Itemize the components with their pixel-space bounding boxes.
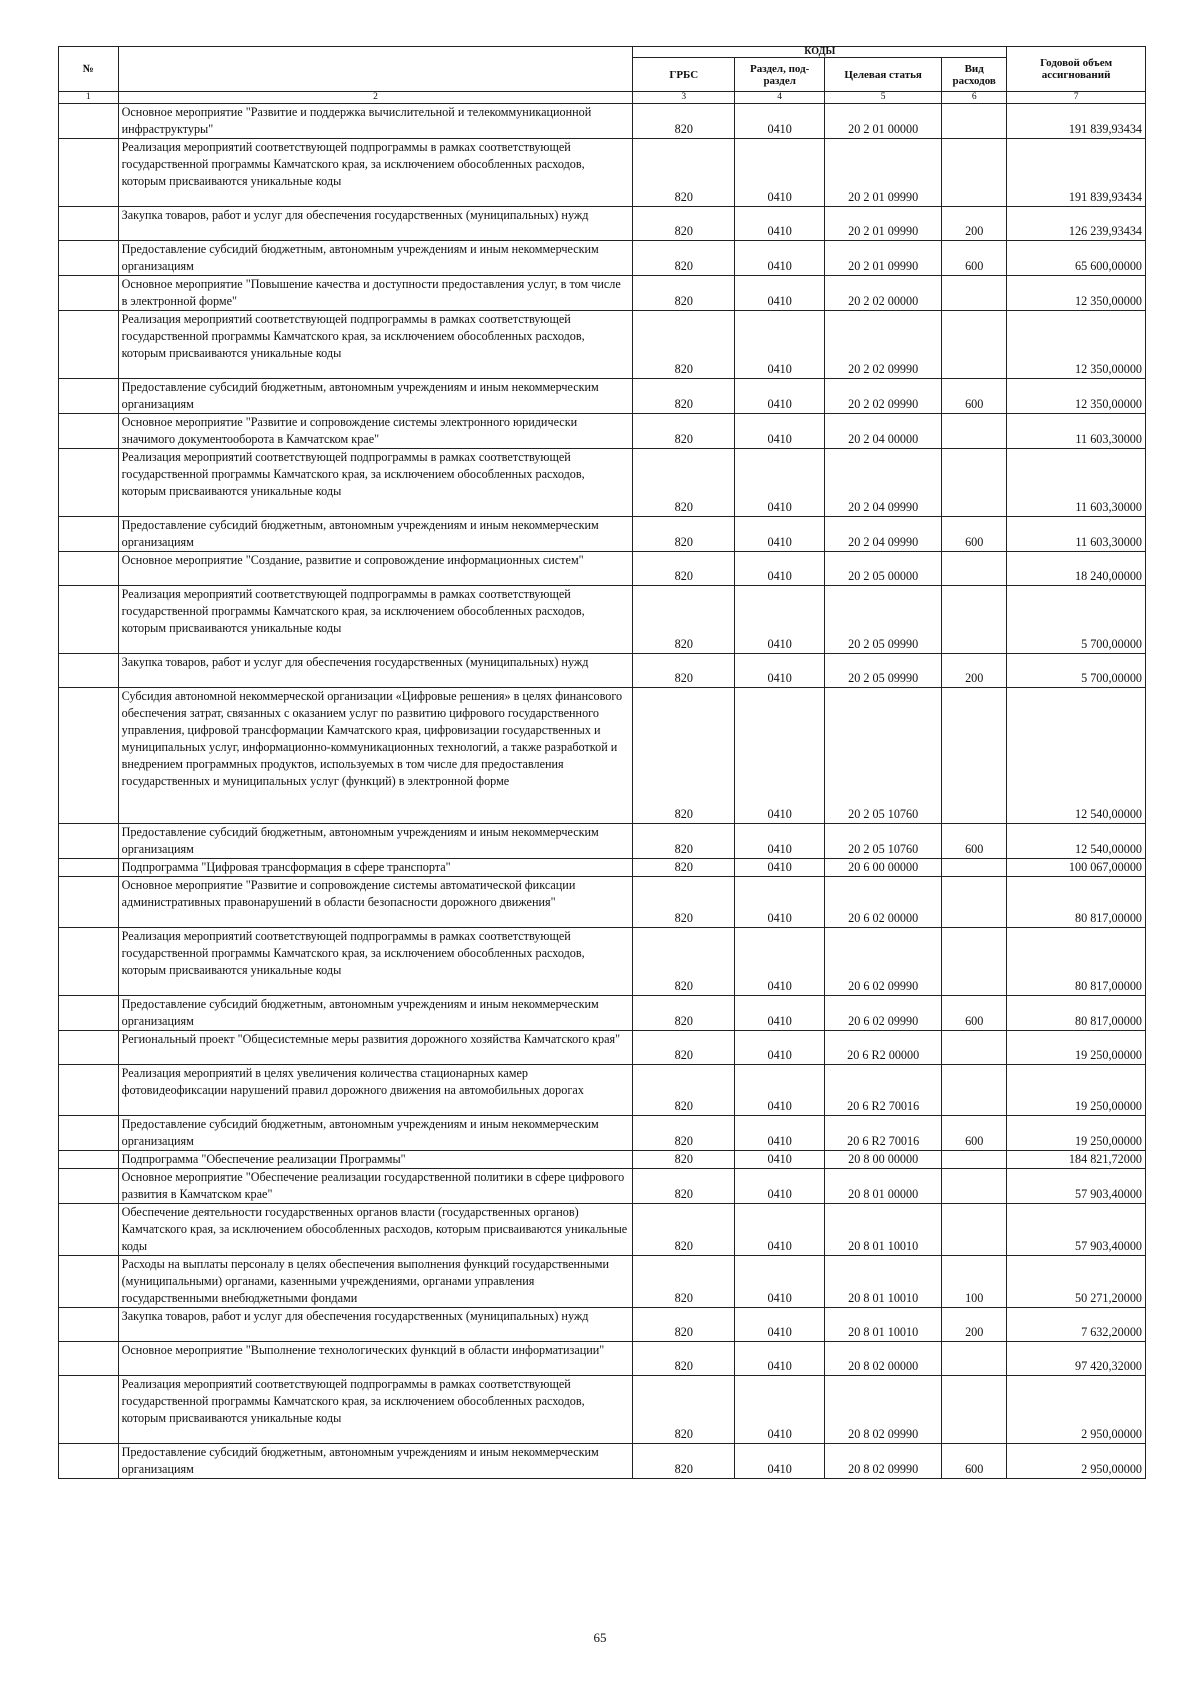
budget-table <box>58 46 1146 1479</box>
table-row <box>59 859 1146 877</box>
row-number-cell <box>59 1376 119 1444</box>
row-target-cell: 20 2 01 00000 <box>825 104 942 139</box>
col-number: 3 <box>633 92 735 104</box>
row-number-cell <box>59 1031 119 1065</box>
row-type-cell <box>942 1342 1007 1376</box>
row-number-cell <box>59 552 119 586</box>
row-section-cell: 0410 <box>735 276 825 311</box>
row-sum-cell: 12 540,00000 <box>1007 824 1146 859</box>
row-number-cell <box>59 1256 119 1308</box>
page-number: 65 <box>593 1630 607 1645</box>
row-target-cell: 20 2 01 09990 <box>825 207 942 241</box>
row-target-cell: 20 6 02 09990 <box>825 928 942 996</box>
row-grbs-cell: 820 <box>633 311 735 379</box>
row-name-cell: Предоставление субсидий бюджетным, автономным учреждениям и иным некоммерческим организациям <box>118 1116 633 1151</box>
col-number: 6 <box>942 92 1007 104</box>
row-section-cell: 0410 <box>735 996 825 1031</box>
row-name-cell: Основное мероприятие "Повышение качества и доступности предоставления услуг, в том числе в электронной форме" <box>118 276 633 311</box>
header-section: Раздел, под-раздел <box>735 58 825 92</box>
row-section-cell: 0410 <box>735 1376 825 1444</box>
row-grbs-cell: 820 <box>633 139 735 207</box>
row-type-cell <box>942 859 1007 877</box>
row-grbs-cell: 820 <box>633 996 735 1031</box>
row-type-cell <box>942 1204 1007 1256</box>
table-row <box>59 824 1146 859</box>
row-sum-cell: 57 903,40000 <box>1007 1204 1146 1256</box>
table-row <box>59 517 1146 552</box>
table-row <box>59 1342 1146 1376</box>
table-row <box>59 1308 1146 1342</box>
row-type-cell <box>942 311 1007 379</box>
table-row <box>59 928 1146 996</box>
table-row <box>59 1444 1146 1479</box>
row-number-cell <box>59 1116 119 1151</box>
row-type-cell <box>942 139 1007 207</box>
row-sum-cell: 2 950,00000 <box>1007 1444 1146 1479</box>
row-grbs-cell: 820 <box>633 1169 735 1204</box>
row-section-cell: 0410 <box>735 859 825 877</box>
table-row <box>59 1169 1146 1204</box>
table-row <box>59 877 1146 928</box>
row-target-cell: 20 2 04 00000 <box>825 414 942 449</box>
row-sum-cell: 126 239,93434 <box>1007 207 1146 241</box>
row-name-cell: Основное мероприятие "Развитие и поддержка вычислительной и телекоммуникационной инфраструктуры" <box>118 104 633 139</box>
row-number-cell <box>59 688 119 824</box>
row-section-cell: 0410 <box>735 517 825 552</box>
row-type-cell: 200 <box>942 1308 1007 1342</box>
row-grbs-cell: 820 <box>633 1256 735 1308</box>
row-grbs-cell: 820 <box>633 241 735 276</box>
row-name-cell: Предоставление субсидий бюджетным, автономным учреждениям и иным некоммерческим организациям <box>118 996 633 1031</box>
row-target-cell: 20 2 05 09990 <box>825 586 942 654</box>
row-number-cell <box>59 241 119 276</box>
row-target-cell: 20 2 05 10760 <box>825 688 942 824</box>
row-grbs-cell: 820 <box>633 859 735 877</box>
row-name-cell: Закупка товаров, работ и услуг для обеспечения государственных (муниципальных) нужд <box>118 1308 633 1342</box>
col-number: 5 <box>825 92 942 104</box>
row-section-cell: 0410 <box>735 1256 825 1308</box>
row-sum-cell: 100 067,00000 <box>1007 859 1146 877</box>
row-type-cell <box>942 1376 1007 1444</box>
row-section-cell: 0410 <box>735 688 825 824</box>
budget-table-sheet <box>58 46 1146 1479</box>
row-number-cell <box>59 1151 119 1169</box>
row-grbs-cell: 820 <box>633 379 735 414</box>
row-target-cell: 20 2 04 09990 <box>825 449 942 517</box>
row-target-cell: 20 8 02 00000 <box>825 1342 942 1376</box>
table-row <box>59 1151 1146 1169</box>
row-name-cell: Реализация мероприятий соответствующей подпрограммы в рамках соответствующей государственной программы Камчатского края, за исключением обособленных расходов, которым присваиваются уникальные коды <box>118 449 633 517</box>
row-number-cell <box>59 276 119 311</box>
row-target-cell: 20 8 01 10010 <box>825 1308 942 1342</box>
table-row <box>59 1065 1146 1116</box>
row-name-cell: Подпрограмма "Цифровая трансформация в сфере транспорта" <box>118 859 633 877</box>
row-section-cell: 0410 <box>735 877 825 928</box>
col-number: 4 <box>735 92 825 104</box>
row-section-cell: 0410 <box>735 1031 825 1065</box>
row-sum-cell: 11 603,30000 <box>1007 517 1146 552</box>
row-type-cell <box>942 552 1007 586</box>
row-grbs-cell: 820 <box>633 586 735 654</box>
col-number: 2 <box>118 92 633 104</box>
row-section-cell: 0410 <box>735 379 825 414</box>
header-grbs: ГРБС <box>633 58 735 92</box>
row-sum-cell: 2 950,00000 <box>1007 1376 1146 1444</box>
row-grbs-cell: 820 <box>633 928 735 996</box>
row-sum-cell: 18 240,00000 <box>1007 552 1146 586</box>
row-target-cell: 20 6 R2 70016 <box>825 1116 942 1151</box>
row-target-cell: 20 8 01 10010 <box>825 1204 942 1256</box>
row-section-cell: 0410 <box>735 207 825 241</box>
row-sum-cell: 191 839,93434 <box>1007 104 1146 139</box>
row-target-cell: 20 8 00 00000 <box>825 1151 942 1169</box>
row-type-cell: 600 <box>942 241 1007 276</box>
row-sum-cell: 50 271,20000 <box>1007 1256 1146 1308</box>
row-name-cell: Предоставление субсидий бюджетным, автономным учреждениям и иным некоммерческим организациям <box>118 824 633 859</box>
row-type-cell: 600 <box>942 996 1007 1031</box>
row-target-cell: 20 2 04 09990 <box>825 517 942 552</box>
row-number-cell <box>59 1444 119 1479</box>
header-column-numbers <box>59 92 1146 104</box>
row-number-cell <box>59 517 119 552</box>
row-number-cell <box>59 1204 119 1256</box>
row-grbs-cell: 820 <box>633 688 735 824</box>
row-name-cell: Обеспечение деятельности государственных органов власти (государственных органов) Камчатского края, за исключением обособленных расходов, которым присваиваются уникальные коды <box>118 1204 633 1256</box>
row-target-cell: 20 8 01 10010 <box>825 1256 942 1308</box>
row-number-cell <box>59 139 119 207</box>
row-target-cell: 20 6 02 00000 <box>825 877 942 928</box>
row-number-cell <box>59 877 119 928</box>
table-row <box>59 414 1146 449</box>
row-type-cell <box>942 276 1007 311</box>
row-section-cell: 0410 <box>735 1151 825 1169</box>
row-name-cell: Реализация мероприятий в целях увеличения количества стационарных камер фотовидеофиксации нарушений правил дорожного движения на автомобильных дорогах <box>118 1065 633 1116</box>
row-target-cell: 20 6 02 09990 <box>825 996 942 1031</box>
row-name-cell: Реализация мероприятий соответствующей подпрограммы в рамках соответствующей государственной программы Камчатского края, за исключением обособленных расходов, которым присваиваются уникальные коды <box>118 311 633 379</box>
row-type-cell: 100 <box>942 1256 1007 1308</box>
row-name-cell: Основное мероприятие "Развитие и сопровождение системы автоматической фиксации административных правонарушений в области безопасности дорожного движения" <box>118 877 633 928</box>
row-sum-cell: 191 839,93434 <box>1007 139 1146 207</box>
row-target-cell: 20 6 R2 70016 <box>825 1065 942 1116</box>
row-section-cell: 0410 <box>735 1308 825 1342</box>
row-sum-cell: 11 603,30000 <box>1007 414 1146 449</box>
row-type-cell: 600 <box>942 824 1007 859</box>
row-sum-cell: 19 250,00000 <box>1007 1065 1146 1116</box>
row-target-cell: 20 8 02 09990 <box>825 1444 942 1479</box>
row-sum-cell: 5 700,00000 <box>1007 654 1146 688</box>
row-name-cell: Основное мероприятие "Обеспечение реализации государственной политики в сфере цифрового развития в Камчатском крае" <box>118 1169 633 1204</box>
row-section-cell: 0410 <box>735 104 825 139</box>
row-name-cell: Закупка товаров, работ и услуг для обеспечения государственных (муниципальных) нужд <box>118 207 633 241</box>
row-number-cell <box>59 586 119 654</box>
row-target-cell: 20 2 01 09990 <box>825 139 942 207</box>
row-name-cell: Реализация мероприятий соответствующей подпрограммы в рамках соответствующей государственной программы Камчатского края, за исключением обособленных расходов, которым присваиваются уникальные коды <box>118 1376 633 1444</box>
row-section-cell: 0410 <box>735 311 825 379</box>
row-section-cell: 0410 <box>735 1444 825 1479</box>
row-number-cell <box>59 928 119 996</box>
row-type-cell: 600 <box>942 1444 1007 1479</box>
row-sum-cell: 19 250,00000 <box>1007 1116 1146 1151</box>
row-type-cell: 600 <box>942 517 1007 552</box>
row-name-cell: Реализация мероприятий соответствующей подпрограммы в рамках соответствующей государственной программы Камчатского края, за исключением обособленных расходов, которым присваиваются уникальные коды <box>118 139 633 207</box>
row-number-cell <box>59 207 119 241</box>
row-section-cell: 0410 <box>735 1065 825 1116</box>
row-grbs-cell: 820 <box>633 449 735 517</box>
row-type-cell <box>942 1031 1007 1065</box>
row-grbs-cell: 820 <box>633 276 735 311</box>
row-target-cell: 20 2 02 09990 <box>825 379 942 414</box>
row-type-cell <box>942 586 1007 654</box>
row-name-cell: Закупка товаров, работ и услуг для обеспечения государственных (муниципальных) нужд <box>118 654 633 688</box>
header-codes: КОДЫ <box>633 47 1007 58</box>
row-type-cell <box>942 877 1007 928</box>
row-number-cell <box>59 824 119 859</box>
row-section-cell: 0410 <box>735 414 825 449</box>
row-section-cell: 0410 <box>735 449 825 517</box>
row-sum-cell: 80 817,00000 <box>1007 877 1146 928</box>
row-sum-cell: 184 821,72000 <box>1007 1151 1146 1169</box>
col-number: 7 <box>1007 92 1146 104</box>
row-grbs-cell: 820 <box>633 877 735 928</box>
row-grbs-cell: 820 <box>633 654 735 688</box>
row-type-cell <box>942 104 1007 139</box>
table-row <box>59 311 1146 379</box>
row-section-cell: 0410 <box>735 654 825 688</box>
row-sum-cell: 5 700,00000 <box>1007 586 1146 654</box>
row-grbs-cell: 820 <box>633 104 735 139</box>
row-number-cell <box>59 1308 119 1342</box>
row-grbs-cell: 820 <box>633 552 735 586</box>
row-name-cell: Расходы на выплаты персоналу в целях обеспечения выполнения функций государственными (муниципальными) органами, казенными учреждениями, органами управления государственными внебюджетными фондами <box>118 1256 633 1308</box>
table-row <box>59 276 1146 311</box>
row-sum-cell: 80 817,00000 <box>1007 996 1146 1031</box>
row-grbs-cell: 820 <box>633 207 735 241</box>
row-grbs-cell: 820 <box>633 1204 735 1256</box>
row-type-cell <box>942 1151 1007 1169</box>
header-annual: Годовой объем ассигнований <box>1007 47 1146 92</box>
row-sum-cell: 19 250,00000 <box>1007 1031 1146 1065</box>
row-number-cell <box>59 449 119 517</box>
table-row <box>59 586 1146 654</box>
table-row <box>59 139 1146 207</box>
row-name-cell: Основное мероприятие "Создание, развитие и сопровождение информационных систем" <box>118 552 633 586</box>
header-exp-type: Вид расходов <box>942 58 1007 92</box>
row-type-cell <box>942 414 1007 449</box>
table-row <box>59 1256 1146 1308</box>
row-section-cell: 0410 <box>735 139 825 207</box>
row-grbs-cell: 820 <box>633 1031 735 1065</box>
row-section-cell: 0410 <box>735 586 825 654</box>
row-type-cell: 200 <box>942 207 1007 241</box>
row-type-cell <box>942 688 1007 824</box>
row-sum-cell: 12 350,00000 <box>1007 276 1146 311</box>
row-type-cell <box>942 1169 1007 1204</box>
row-type-cell <box>942 449 1007 517</box>
row-section-cell: 0410 <box>735 824 825 859</box>
row-name-cell: Реализация мероприятий соответствующей подпрограммы в рамках соответствующей государственной программы Камчатского края, за исключением обособленных расходов, которым присваиваются уникальные коды <box>118 928 633 996</box>
row-name-cell: Подпрограмма "Обеспечение реализации Программы" <box>118 1151 633 1169</box>
row-type-cell <box>942 928 1007 996</box>
row-grbs-cell: 820 <box>633 1116 735 1151</box>
row-name-cell: Региональный проект "Общесистемные меры развития дорожного хозяйства Камчатского края" <box>118 1031 633 1065</box>
table-row <box>59 552 1146 586</box>
row-sum-cell: 12 350,00000 <box>1007 379 1146 414</box>
row-sum-cell: 7 632,20000 <box>1007 1308 1146 1342</box>
row-name-cell: Реализация мероприятий соответствующей подпрограммы в рамках соответствующей государственной программы Камчатского края, за исключением обособленных расходов, которым присваиваются уникальные коды <box>118 586 633 654</box>
row-sum-cell: 12 540,00000 <box>1007 688 1146 824</box>
row-number-cell <box>59 379 119 414</box>
row-section-cell: 0410 <box>735 928 825 996</box>
row-target-cell: 20 2 02 00000 <box>825 276 942 311</box>
row-target-cell: 20 8 01 00000 <box>825 1169 942 1204</box>
row-number-cell <box>59 104 119 139</box>
table-row <box>59 654 1146 688</box>
row-target-cell: 20 2 02 09990 <box>825 311 942 379</box>
row-section-cell: 0410 <box>735 1342 825 1376</box>
row-section-cell: 0410 <box>735 1116 825 1151</box>
row-number-cell <box>59 311 119 379</box>
row-target-cell: 20 8 02 09990 <box>825 1376 942 1444</box>
row-sum-cell: 65 600,00000 <box>1007 241 1146 276</box>
table-row <box>59 104 1146 139</box>
row-grbs-cell: 820 <box>633 1444 735 1479</box>
row-number-cell <box>59 859 119 877</box>
row-sum-cell: 97 420,32000 <box>1007 1342 1146 1376</box>
row-sum-cell: 12 350,00000 <box>1007 311 1146 379</box>
row-name-cell: Предоставление субсидий бюджетным, автономным учреждениям и иным некоммерческим организациям <box>118 1444 633 1479</box>
row-type-cell: 600 <box>942 1116 1007 1151</box>
col-number: 1 <box>59 92 119 104</box>
table-row <box>59 1204 1146 1256</box>
row-section-cell: 0410 <box>735 552 825 586</box>
row-sum-cell: 80 817,00000 <box>1007 928 1146 996</box>
row-number-cell <box>59 1342 119 1376</box>
row-name-cell: Основное мероприятие "Выполнение технологических функций в области информатизации" <box>118 1342 633 1376</box>
row-number-cell <box>59 414 119 449</box>
row-grbs-cell: 820 <box>633 517 735 552</box>
table-row <box>59 1116 1146 1151</box>
table-row <box>59 1376 1146 1444</box>
row-target-cell: 20 2 01 09990 <box>825 241 942 276</box>
row-number-cell <box>59 1169 119 1204</box>
row-type-cell: 200 <box>942 654 1007 688</box>
row-target-cell: 20 6 00 00000 <box>825 859 942 877</box>
table-row <box>59 241 1146 276</box>
row-name-cell: Основное мероприятие "Развитие и сопровождение системы электронного юридически значимого документооборота в Камчатском крае" <box>118 414 633 449</box>
row-name-cell: Предоставление субсидий бюджетным, автономным учреждениям и иным некоммерческим организациям <box>118 379 633 414</box>
row-number-cell <box>59 654 119 688</box>
row-section-cell: 0410 <box>735 241 825 276</box>
row-grbs-cell: 820 <box>633 1308 735 1342</box>
row-grbs-cell: 820 <box>633 1376 735 1444</box>
row-sum-cell: 57 903,40000 <box>1007 1169 1146 1204</box>
table-row <box>59 379 1146 414</box>
row-number-cell <box>59 996 119 1031</box>
row-target-cell: 20 2 05 00000 <box>825 552 942 586</box>
row-section-cell: 0410 <box>735 1169 825 1204</box>
row-name-cell: Предоставление субсидий бюджетным, автономным учреждениям и иным некоммерческим организациям <box>118 241 633 276</box>
row-number-cell <box>59 1065 119 1116</box>
row-grbs-cell: 820 <box>633 414 735 449</box>
row-target-cell: 20 2 05 10760 <box>825 824 942 859</box>
header-no: № <box>59 47 119 92</box>
row-grbs-cell: 820 <box>633 1151 735 1169</box>
row-grbs-cell: 820 <box>633 1065 735 1116</box>
header-target: Целевая статья <box>825 58 942 92</box>
table-row <box>59 1031 1146 1065</box>
row-name-cell: Субсидия автономной некоммерческой организации «Цифровые решения» в целях финансового обеспечения затрат, связанных с оказанием услуг по развитию цифрового государственного управления, цифровой трансформации Камчатского края, цифровизации государственных и муниципальных услуг, информационно-коммуникационных технологий, а также разработкой и внедрением программных продуктов, используемых в том числе для предоставления государственных и муниципальных услуг (функций) в электронной форме <box>118 688 633 824</box>
row-grbs-cell: 820 <box>633 1342 735 1376</box>
row-target-cell: 20 6 R2 00000 <box>825 1031 942 1065</box>
row-type-cell: 600 <box>942 379 1007 414</box>
row-grbs-cell: 820 <box>633 824 735 859</box>
row-section-cell: 0410 <box>735 1204 825 1256</box>
header-name <box>118 47 633 92</box>
row-target-cell: 20 2 05 09990 <box>825 654 942 688</box>
table-row <box>59 688 1146 824</box>
table-row <box>59 207 1146 241</box>
row-type-cell <box>942 1065 1007 1116</box>
row-name-cell: Предоставление субсидий бюджетным, автономным учреждениям и иным некоммерческим организациям <box>118 517 633 552</box>
row-sum-cell: 11 603,30000 <box>1007 449 1146 517</box>
table-row <box>59 996 1146 1031</box>
table-row <box>59 449 1146 517</box>
